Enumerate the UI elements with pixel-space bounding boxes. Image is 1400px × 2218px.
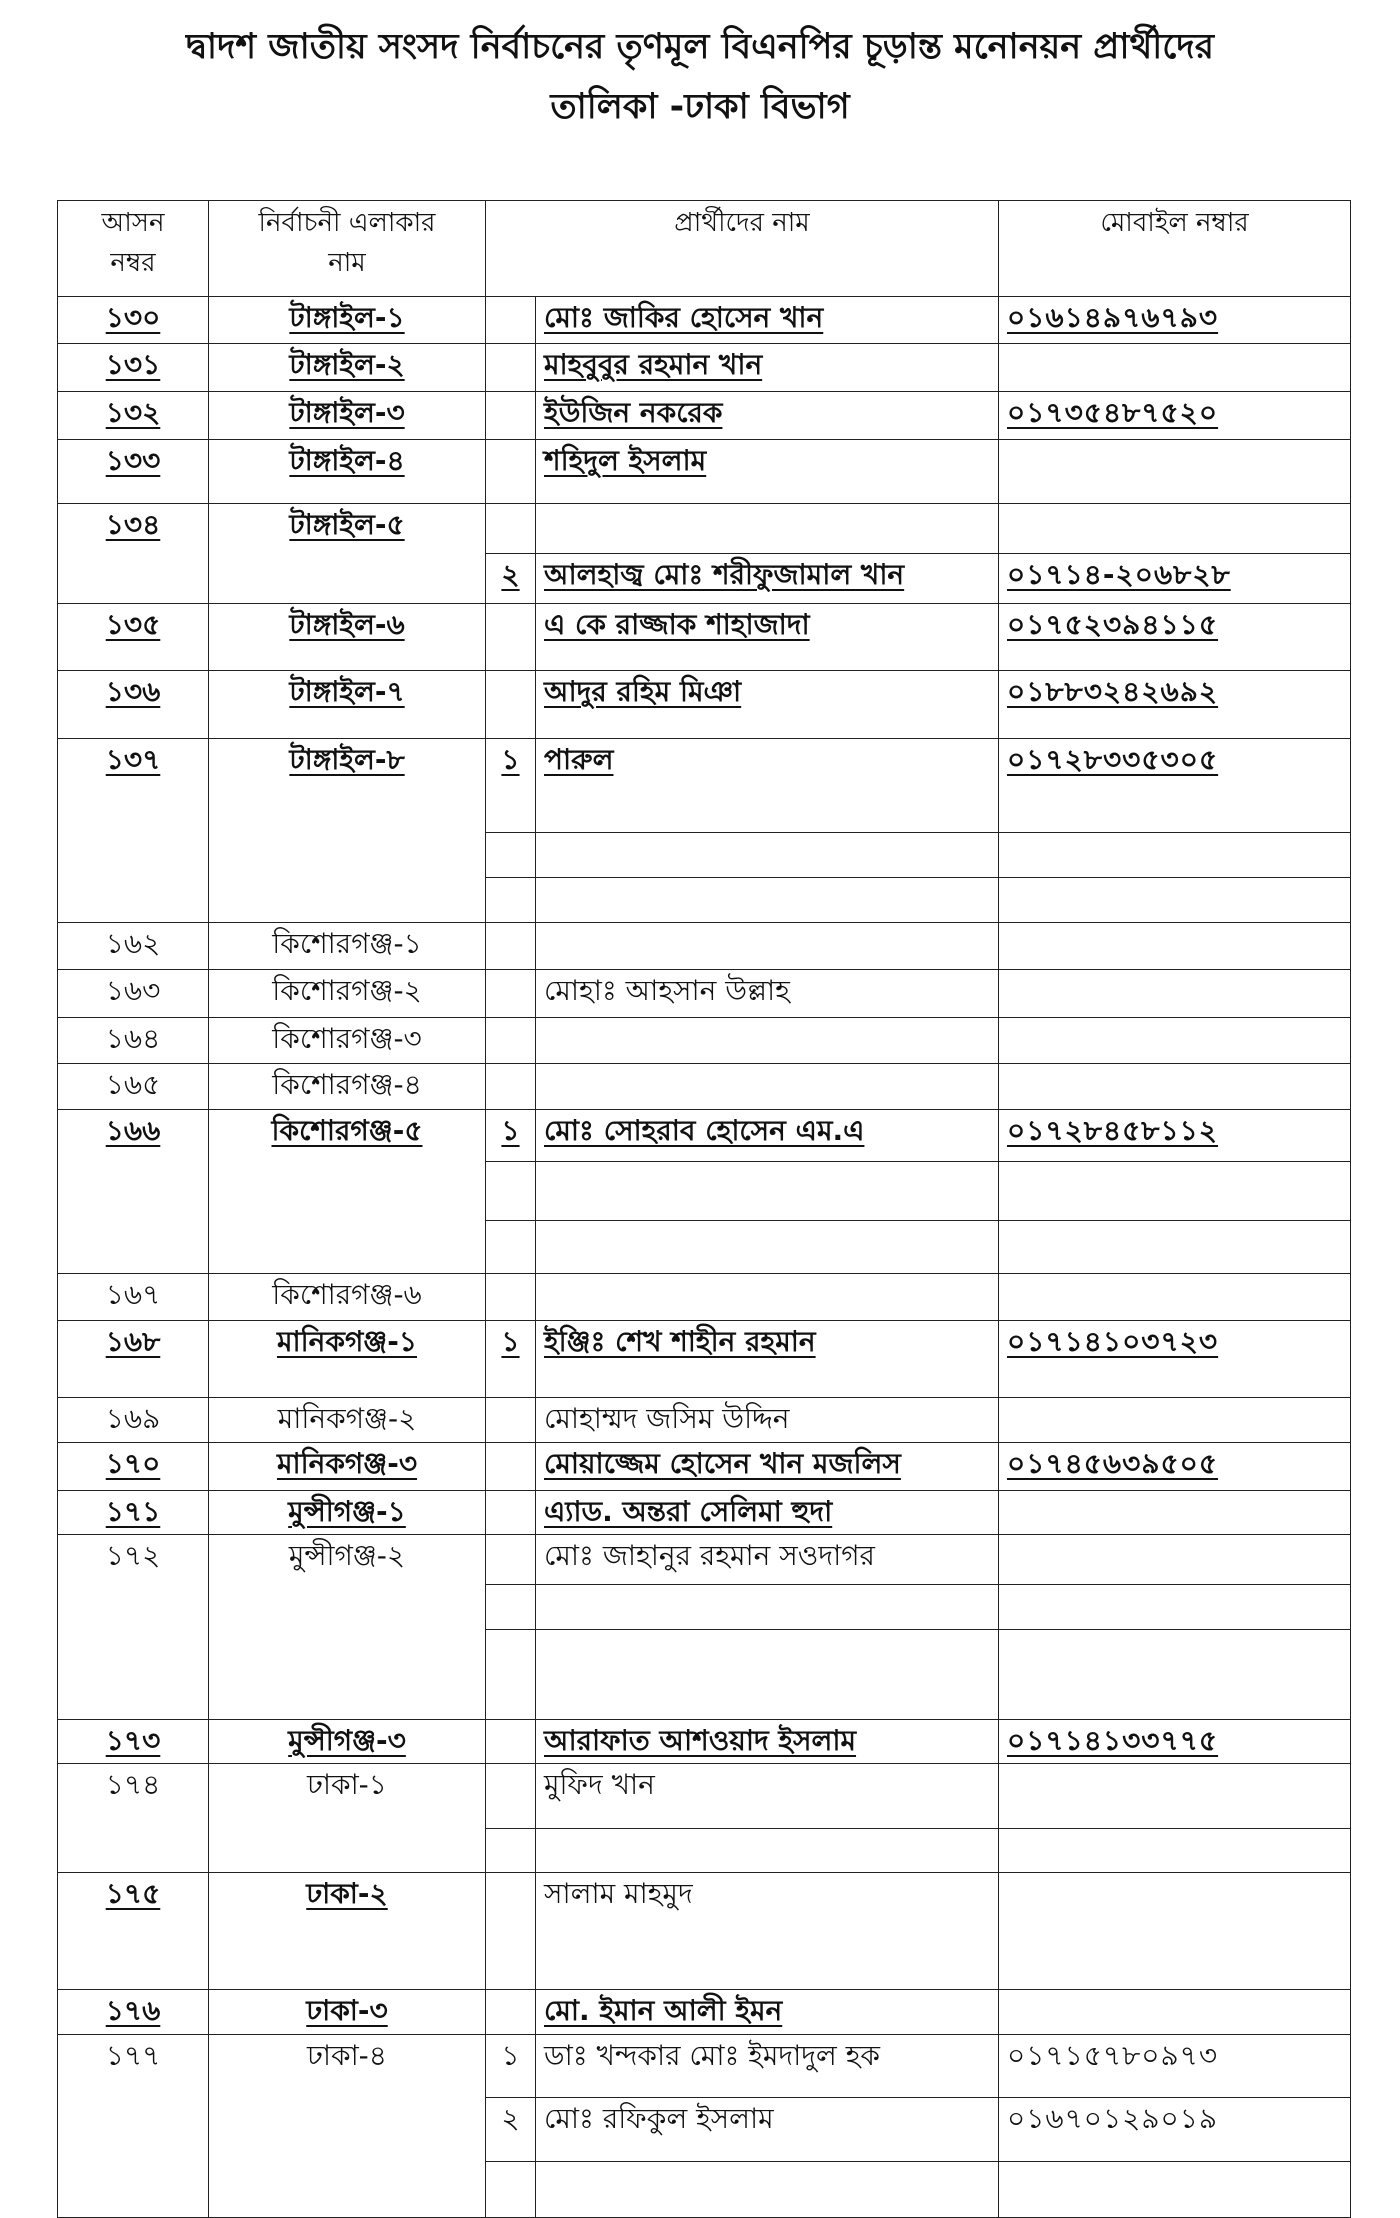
candidate-index <box>486 1585 536 1630</box>
header-constituency-name: নির্বাচনী এলাকার নাম <box>209 201 486 297</box>
candidate-name <box>536 1630 999 1720</box>
candidate-name: আলহাজ্ব মোঃ শরীফুজামাল খান <box>536 554 999 604</box>
mobile-number <box>999 833 1351 878</box>
seat-number: ১৩৬ <box>58 671 209 739</box>
constituency-name: কিশোরগঞ্জ-৬ <box>209 1274 486 1321</box>
mobile-number <box>999 1162 1351 1221</box>
candidate-index <box>486 833 536 878</box>
table-row <box>58 923 1351 970</box>
candidate-name <box>536 1018 999 1064</box>
candidate-name: পারুল <box>536 739 999 833</box>
seat-number: ১৩২ <box>58 392 209 440</box>
constituency-name: টাঙ্গাইল-১ <box>209 297 486 344</box>
candidate-name <box>536 2162 999 2218</box>
candidate-name <box>536 1829 999 1873</box>
mobile-number <box>999 1630 1351 1720</box>
constituency-name: ঢাকা-২ <box>209 1873 486 1990</box>
table-row <box>58 2035 1351 2098</box>
mobile-number: ০১৬১৪৯৭৬৭৯৩ <box>999 297 1351 344</box>
candidate-index <box>486 1630 536 1720</box>
candidate-name: আরাফাত আশওয়াদ ইসলাম <box>536 1720 999 1764</box>
mobile-number: ০১৭১৫৭৮০৯৭৩ <box>999 2035 1351 2098</box>
table-row <box>58 1720 1351 1764</box>
header-mobile-number: মোবাইল নম্বার <box>999 201 1351 297</box>
candidate-index: ১ <box>486 1321 536 1398</box>
candidate-index <box>486 297 536 344</box>
mobile-number <box>999 923 1351 970</box>
constituency-name: মুন্সীগঞ্জ-২ <box>209 1535 486 1720</box>
candidate-index <box>486 1274 536 1321</box>
candidate-name <box>536 1585 999 1630</box>
candidate-name: মোয়াজ্জেম হোসেন খান মজলিস <box>536 1443 999 1491</box>
mobile-number <box>999 344 1351 392</box>
candidate-index <box>486 440 536 504</box>
candidate-index <box>486 1398 536 1443</box>
candidate-name: সালাম মাহমুদ <box>536 1873 999 1990</box>
constituency-name: টাঙ্গাইল-৩ <box>209 392 486 440</box>
table-row <box>58 392 1351 440</box>
table-row <box>58 1535 1351 1585</box>
mobile-number: ০১৭২৮৪৫৮১১২ <box>999 1110 1351 1162</box>
candidate-index <box>486 504 536 554</box>
candidate-index <box>486 344 536 392</box>
seat-number: ১৭৫ <box>58 1873 209 1990</box>
table-row <box>58 1398 1351 1443</box>
seat-number: ১৬৮ <box>58 1321 209 1398</box>
table-row <box>58 1274 1351 1321</box>
table-row <box>58 1764 1351 1829</box>
candidate-name <box>536 504 999 554</box>
seat-number: ১৩০ <box>58 297 209 344</box>
seat-number: ১৬৬ <box>58 1110 209 1274</box>
table-row <box>58 970 1351 1018</box>
candidate-index <box>486 1064 536 1110</box>
seat-number: ১৩৭ <box>58 739 209 923</box>
seat-number: ১৭১ <box>58 1491 209 1535</box>
candidate-index: ২ <box>486 2098 536 2162</box>
table-row <box>58 739 1351 833</box>
mobile-number: ০১৬৭০১২৯০১৯ <box>999 2098 1351 2162</box>
candidate-name: ইউজিন নকরেক <box>536 392 999 440</box>
candidate-name <box>536 1162 999 1221</box>
mobile-number: ০১৭৪৫৬৩৯৫০৫ <box>999 1443 1351 1491</box>
constituency-name: মানিকগঞ্জ-৩ <box>209 1443 486 1491</box>
mobile-number <box>999 878 1351 923</box>
table-row <box>58 440 1351 504</box>
candidate-name: মোঃ রফিকুল ইসলাম <box>536 2098 999 2162</box>
mobile-number: ০১৭১৪-২০৬৮২৮ <box>999 554 1351 604</box>
candidate-name: মো. ইমান আলী ইমন <box>536 1990 999 2035</box>
mobile-number <box>999 1829 1351 1873</box>
table-header-row <box>58 201 1351 297</box>
table-row <box>58 1443 1351 1491</box>
candidate-name: ইঞ্জিঃ শেখ শাহীন রহমান <box>536 1321 999 1398</box>
table-row <box>58 1990 1351 2035</box>
candidate-index <box>486 1018 536 1064</box>
mobile-number <box>999 440 1351 504</box>
constituency-name: টাঙ্গাইল-৫ <box>209 504 486 604</box>
table-row <box>58 671 1351 739</box>
mobile-number <box>999 1221 1351 1274</box>
seat-number: ১৬৩ <box>58 970 209 1018</box>
mobile-number <box>999 1990 1351 2035</box>
table-row <box>58 604 1351 671</box>
seat-number: ১৭৩ <box>58 1720 209 1764</box>
mobile-number <box>999 1398 1351 1443</box>
constituency-name: টাঙ্গাইল-৪ <box>209 440 486 504</box>
candidate-index <box>486 970 536 1018</box>
candidate-index <box>486 1720 536 1764</box>
table-row <box>58 1491 1351 1535</box>
mobile-number <box>999 2162 1351 2218</box>
candidate-index: ২ <box>486 554 536 604</box>
candidate-index <box>486 671 536 739</box>
table-row <box>58 297 1351 344</box>
candidate-name <box>536 1221 999 1274</box>
mobile-number <box>999 1491 1351 1535</box>
constituency-name: কিশোরগঞ্জ-১ <box>209 923 486 970</box>
seat-number: ১৭৬ <box>58 1990 209 2035</box>
mobile-number <box>999 1064 1351 1110</box>
seat-number: ১৭৭ <box>58 2035 209 2218</box>
seat-number: ১৬২ <box>58 923 209 970</box>
document-title-line-1: দ্বাদশ জাতীয় সংসদ নির্বাচনের তৃণমূল বিএনপির চূড়ান্ত মনোনয়ন প্রার্থীদের <box>186 27 1214 67</box>
constituency-name: মানিকগঞ্জ-১ <box>209 1321 486 1398</box>
mobile-number: ০১৭২৮৩৩৫৩০৫ <box>999 739 1351 833</box>
candidate-name: মোঃ জাহানুর রহমান সওদাগর <box>536 1535 999 1585</box>
constituency-name: টাঙ্গাইল-৬ <box>209 604 486 671</box>
candidate-index <box>486 604 536 671</box>
seat-number: ১৩৫ <box>58 604 209 671</box>
candidate-name: মুফিদ খান <box>536 1764 999 1829</box>
mobile-number <box>999 970 1351 1018</box>
constituency-name: ঢাকা-১ <box>209 1764 486 1873</box>
constituency-name: কিশোরগঞ্জ-২ <box>209 970 486 1018</box>
mobile-number: ০১৭১৪১০৩৭২৩ <box>999 1321 1351 1398</box>
candidate-index <box>486 392 536 440</box>
constituency-name: ঢাকা-৪ <box>209 2035 486 2218</box>
header-candidate-name: প্রার্থীদের নাম <box>486 201 999 297</box>
seat-number: ১৩৩ <box>58 440 209 504</box>
candidate-index <box>486 1764 536 1829</box>
candidate-index <box>486 878 536 923</box>
mobile-number: ০১৭৩৫৪৮৭৫২০ <box>999 392 1351 440</box>
seat-number: ১৩৪ <box>58 504 209 604</box>
candidate-name: আদুর রহিম মিঞা <box>536 671 999 739</box>
candidate-name <box>536 1274 999 1321</box>
candidate-index: ১ <box>486 1110 536 1162</box>
constituency-name: কিশোরগঞ্জ-৪ <box>209 1064 486 1110</box>
table-row <box>58 1064 1351 1110</box>
candidate-name: মাহবুবুর রহমান খান <box>536 344 999 392</box>
constituency-name: কিশোরগঞ্জ-৩ <box>209 1018 486 1064</box>
mobile-number <box>999 1585 1351 1630</box>
candidate-index <box>486 923 536 970</box>
table-row <box>58 504 1351 554</box>
mobile-number: ০১৮৮৩২৪২৬৯২ <box>999 671 1351 739</box>
seat-number: ১৭২ <box>58 1535 209 1720</box>
table-row <box>58 344 1351 392</box>
candidate-index <box>486 1535 536 1585</box>
candidate-name: মোঃ সোহরাব হোসেন এম.এ <box>536 1110 999 1162</box>
table-row <box>58 1018 1351 1064</box>
candidate-name: মোঃ জাকির হোসেন খান <box>536 297 999 344</box>
candidate-index <box>486 1873 536 1990</box>
candidate-name <box>536 833 999 878</box>
table-row <box>58 1110 1351 1162</box>
candidate-name: ডাঃ খন্দকার মোঃ ইমদাদুল হক <box>536 2035 999 2098</box>
seat-number: ১৭০ <box>58 1443 209 1491</box>
mobile-number <box>999 1018 1351 1064</box>
candidate-name: মোহাঃ আহসান উল্লাহ <box>536 970 999 1018</box>
table-row <box>58 1873 1351 1990</box>
candidate-name <box>536 878 999 923</box>
header-seat-number: আসন নম্বর <box>58 201 209 297</box>
seat-number: ১৭৪ <box>58 1764 209 1873</box>
candidate-name: এ্যাড. অন্তরা সেলিমা হুদা <box>536 1491 999 1535</box>
seat-number: ১৩১ <box>58 344 209 392</box>
constituency-name: মুন্সীগঞ্জ-১ <box>209 1491 486 1535</box>
constituency-name: কিশোরগঞ্জ-৫ <box>209 1110 486 1274</box>
candidate-index <box>486 1829 536 1873</box>
candidate-index <box>486 1990 536 2035</box>
candidate-name <box>536 923 999 970</box>
candidate-index <box>486 1221 536 1274</box>
mobile-number: ০১৭১৪১৩৩৭৭৫ <box>999 1720 1351 1764</box>
candidate-name: শহিদুল ইসলাম <box>536 440 999 504</box>
candidate-index <box>486 1491 536 1535</box>
candidate-name <box>536 1064 999 1110</box>
candidate-name: এ কে রাজ্জাক শাহাজাদা <box>536 604 999 671</box>
constituency-name: টাঙ্গাইল-৭ <box>209 671 486 739</box>
seat-number: ১৬৯ <box>58 1398 209 1443</box>
candidate-index: ১ <box>486 739 536 833</box>
candidate-index <box>486 2162 536 2218</box>
mobile-number <box>999 1535 1351 1585</box>
seat-number: ১৬৫ <box>58 1064 209 1110</box>
table-row <box>58 1321 1351 1398</box>
candidate-name: মোহাম্মদ জসিম উদ্দিন <box>536 1398 999 1443</box>
constituency-name: টাঙ্গাইল-৮ <box>209 739 486 923</box>
seat-number: ১৬৪ <box>58 1018 209 1064</box>
mobile-number <box>999 1873 1351 1990</box>
mobile-number <box>999 504 1351 554</box>
candidate-table <box>57 200 1351 2218</box>
constituency-name: মানিকগঞ্জ-২ <box>209 1398 486 1443</box>
constituency-name: মুন্সীগঞ্জ-৩ <box>209 1720 486 1764</box>
document-title-line-2: তালিকা -ঢাকা বিভাগ <box>550 87 850 127</box>
seat-number: ১৬৭ <box>58 1274 209 1321</box>
candidate-index <box>486 1162 536 1221</box>
constituency-name: ঢাকা-৩ <box>209 1990 486 2035</box>
candidate-index: ১ <box>486 2035 536 2098</box>
candidate-index <box>486 1443 536 1491</box>
mobile-number: ০১৭৫২৩৯৪১১৫ <box>999 604 1351 671</box>
mobile-number <box>999 1764 1351 1829</box>
constituency-name: টাঙ্গাইল-২ <box>209 344 486 392</box>
mobile-number <box>999 1274 1351 1321</box>
